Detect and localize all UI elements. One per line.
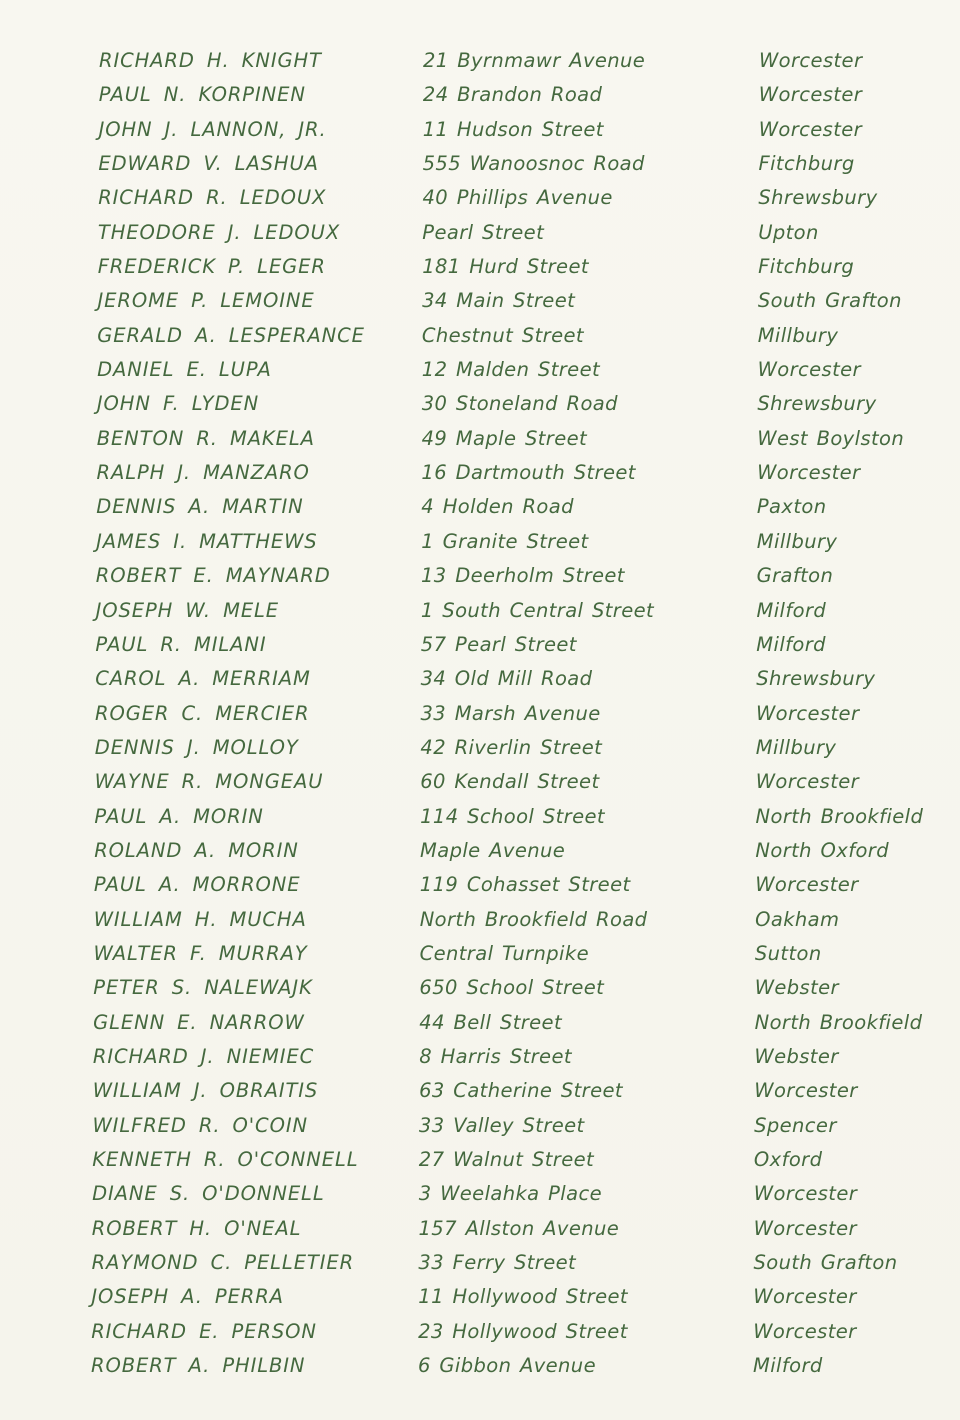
roster-row: [0, 559, 960, 593]
student-name: PETER S. NALEWAJK: [93, 976, 313, 1000]
student-name: THEODORE J. LEDOUX: [97, 220, 341, 244]
town-name: Grafton: [756, 564, 834, 588]
street-address: 114 School Street: [420, 804, 605, 828]
student-name: WILLIAM H. MUCHA: [93, 907, 307, 931]
town-name: Millbury: [755, 735, 837, 759]
roster-row: [0, 1280, 960, 1314]
town-name: Sutton: [754, 941, 822, 965]
roster-row: [0, 765, 960, 799]
street-address: 8 Harris Street: [419, 1044, 572, 1068]
student-name: ROBERT E. MAYNARD: [95, 564, 331, 588]
street-address: 40 Phillips Avenue: [422, 186, 613, 210]
street-address: 11 Hudson Street: [422, 117, 604, 141]
roster-row: [0, 937, 960, 971]
street-address: 12 Malden Street: [421, 358, 601, 382]
street-address: Pearl Street: [422, 220, 545, 244]
student-name: WILLIAM J. OBRAITIS: [92, 1079, 319, 1103]
roster-row: [0, 147, 960, 181]
town-name: Milford: [756, 632, 826, 656]
town-name: Webster: [754, 1044, 839, 1068]
town-name: Worcester: [753, 1182, 858, 1206]
student-name: WAYNE R. MONGEAU: [94, 770, 324, 794]
town-name: Worcester: [753, 1285, 857, 1309]
roster-row: [0, 216, 960, 250]
roster-row: [0, 456, 960, 490]
student-name: RICHARD E. PERSON: [91, 1319, 317, 1343]
roster-row: [0, 250, 960, 284]
street-address: 3 Weelahka Place: [418, 1182, 602, 1206]
street-address: 1 South Central Street: [420, 598, 655, 622]
student-name: ROLAND A. MORIN: [94, 838, 299, 862]
street-address: 57 Pearl Street: [420, 632, 577, 656]
student-name: FREDERICK P. LEGER: [97, 255, 326, 279]
student-name: JOHN J. LANNON, JR.: [98, 117, 327, 141]
town-name: North Oxford: [755, 838, 890, 862]
student-name: JOSEPH W. MELE: [95, 598, 280, 622]
street-address: 49 Maple Street: [421, 426, 588, 450]
student-name: JOHN F. LYDEN: [96, 392, 260, 416]
street-address: Central Turnpike: [419, 941, 589, 965]
street-address: 6 Gibbon Avenue: [418, 1354, 596, 1378]
town-name: Fitchburg: [758, 152, 855, 176]
street-address: 555 Wanoosnoc Road: [422, 152, 645, 176]
town-name: Shrewsbury: [756, 667, 876, 691]
student-name: GERALD A. LESPERANCE: [97, 323, 365, 347]
roster-row: [0, 903, 960, 937]
town-name: Fitchburg: [758, 255, 855, 279]
town-name: Worcester: [756, 701, 860, 725]
town-name: Worcester: [753, 1319, 857, 1343]
roster-row: [0, 971, 960, 1005]
roster-row: [0, 1109, 960, 1143]
street-address: 60 Kendall Street: [420, 770, 600, 794]
town-name: South Grafton: [753, 1251, 898, 1275]
roster-row: [0, 284, 960, 318]
town-name: Spencer: [754, 1113, 837, 1137]
street-address: 34 Main Street: [422, 289, 576, 313]
roster-row: [0, 181, 960, 215]
roster-row: [0, 44, 960, 78]
student-name: GLENN E. NARROW: [93, 1010, 305, 1034]
roster-row: [0, 1315, 960, 1349]
roster-row: [0, 1040, 960, 1074]
street-address: 33 Marsh Avenue: [420, 701, 601, 725]
street-address: 34 Old Mill Road: [420, 667, 593, 691]
roster-row: [0, 1006, 960, 1040]
roster-row: [0, 628, 960, 662]
town-name: Upton: [758, 220, 819, 244]
street-address: Chestnut Street: [421, 323, 584, 347]
student-name: PAUL A. MORRONE: [93, 873, 301, 897]
town-name: Worcester: [757, 358, 861, 382]
roster-row: [0, 697, 960, 731]
street-address: 181 Hurd Street: [422, 255, 589, 279]
town-name: Worcester: [758, 83, 863, 107]
student-name: JAMES I. MATTHEWS: [96, 529, 318, 553]
street-address: 157 Allston Avenue: [418, 1216, 620, 1240]
town-name: Paxton: [756, 495, 827, 519]
roster-row: [0, 1177, 960, 1211]
student-name: ROBERT A. PHILBIN: [91, 1354, 306, 1378]
town-name: Shrewsbury: [757, 392, 877, 416]
roster-row: [0, 525, 960, 559]
town-name: Millbury: [756, 529, 838, 553]
roster-row: [0, 1143, 960, 1177]
town-name: Worcester: [755, 873, 859, 897]
roster-row: [0, 490, 960, 524]
street-address: 44 Bell Street: [419, 1010, 562, 1034]
student-name: RICHARD H. KNIGHT: [99, 49, 322, 72]
student-name: CAROL A. MERRIAM: [95, 667, 311, 691]
street-address: 33 Ferry Street: [418, 1251, 577, 1275]
student-name: DANIEL E. LUPA: [97, 358, 272, 382]
student-name: DENNIS A. MARTIN: [96, 495, 304, 519]
street-address: 27 Walnut Street: [418, 1148, 595, 1171]
town-name: Milford: [753, 1354, 823, 1378]
town-name: North Brookfield: [755, 804, 924, 828]
street-address: 21 Byrnmawr Avenue: [423, 49, 646, 72]
street-address: 1 Granite Street: [421, 529, 589, 553]
student-name: RICHARD J. NIEMIEC: [92, 1044, 315, 1068]
student-name: PAUL R. MILANI: [95, 632, 267, 656]
student-name: BENTON R. MAKELA: [96, 426, 315, 450]
student-name: JEROME P. LEMOINE: [97, 289, 315, 313]
town-name: Shrewsbury: [758, 186, 878, 210]
roster-row: [0, 387, 960, 421]
student-name: PAUL A. MORIN: [94, 804, 264, 828]
roster-row: [0, 319, 960, 353]
student-name: KENNETH R. O'CONNELL: [92, 1148, 359, 1171]
student-name: WALTER F. MURRAY: [93, 941, 308, 965]
student-name: JOSEPH A. PERRA: [91, 1285, 284, 1309]
student-roster: [0, 44, 960, 1383]
roster-row: [0, 594, 960, 628]
street-address: 4 Holden Road: [421, 495, 574, 519]
roster-row: [0, 78, 960, 112]
student-name: EDWARD V. LASHUA: [98, 152, 319, 176]
roster-row: [0, 800, 960, 834]
student-name: ROGER C. MERCIER: [95, 701, 310, 725]
town-name: Webster: [754, 976, 839, 1000]
roster-row: [0, 662, 960, 696]
town-name: Worcester: [757, 461, 861, 485]
roster-row: [0, 1246, 960, 1280]
student-name: PAUL N. KORPINEN: [98, 83, 306, 107]
town-name: Worcester: [759, 49, 863, 72]
roster-row: [0, 834, 960, 868]
street-address: Maple Avenue: [420, 838, 566, 862]
town-name: Oakham: [755, 907, 840, 931]
town-name: Milford: [756, 598, 827, 622]
street-address: 16 Dartmouth Street: [421, 461, 636, 485]
student-name: ROBERT H. O'NEAL: [91, 1216, 302, 1240]
student-name: DIANE S. O'DONNELL: [92, 1182, 325, 1206]
student-name: RICHARD R. LEDOUX: [98, 186, 327, 210]
student-name: RAYMOND C. PELLETIER: [91, 1251, 355, 1275]
student-name: RALPH J. MANZARO: [96, 461, 310, 485]
street-address: 119 Cohasset Street: [419, 873, 631, 897]
town-name: Worcester: [755, 770, 860, 794]
street-address: 13 Deerholm Street: [421, 564, 625, 588]
roster-row: [0, 422, 960, 456]
street-address: 23 Hollywood Street: [418, 1319, 628, 1343]
town-name: North Brookfield: [754, 1010, 923, 1034]
town-name: South Grafton: [757, 289, 902, 313]
street-address: North Brookfield Road: [419, 907, 648, 931]
roster-row: [0, 868, 960, 902]
roster-row: [0, 353, 960, 387]
town-name: Worcester: [758, 117, 863, 141]
town-name: Worcester: [753, 1216, 857, 1240]
street-address: 650 School Street: [419, 976, 605, 1000]
roster-row: [0, 113, 960, 147]
street-address: 24 Brandon Road: [422, 83, 603, 107]
street-address: 42 Riverlin Street: [420, 735, 603, 759]
student-name: WILFRED R. O'COIN: [92, 1113, 308, 1137]
street-address: 11 Hollywood Street: [418, 1285, 628, 1309]
street-address: 33 Valley Street: [418, 1113, 585, 1137]
town-name: Worcester: [754, 1079, 858, 1103]
town-name: West Boylston: [757, 426, 905, 450]
town-name: Oxford: [753, 1148, 823, 1171]
roster-row: [0, 1212, 960, 1246]
student-name: DENNIS J. MOLLOY: [94, 735, 299, 759]
roster-row: [0, 731, 960, 765]
town-name: Millbury: [757, 323, 839, 347]
roster-row: [0, 1349, 960, 1383]
street-address: 63 Catherine Street: [419, 1079, 623, 1103]
street-address: 30 Stoneland Road: [421, 392, 618, 416]
roster-row: [0, 1074, 960, 1108]
